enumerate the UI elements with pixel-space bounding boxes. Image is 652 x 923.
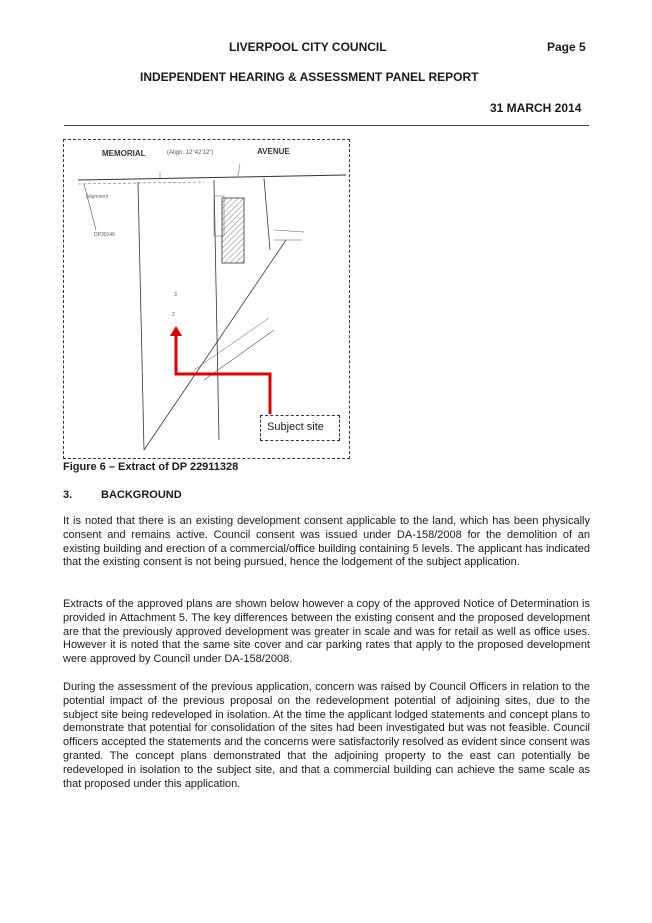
- arrow-head: [170, 326, 182, 336]
- report-date: 31 MARCH 2014: [490, 101, 582, 115]
- subject-site-label: Subject site: [260, 415, 340, 441]
- survey-plan-figure: [63, 139, 350, 459]
- header-divider: [64, 125, 589, 126]
- paragraph-previous-assessment: During the assessment of the previous application, concern was raised by Council Officers in relation to the potential impact of the previous proposal on the redevelopment potential of adjoining sites, due to the subject site being redeveloped in isolation. At the time the applicant lodged statements and concept plans to demonstrate that potential for consolidation of the sites had been investigated but was not feasible. Council officers accepted the statements and the concerns were satisfactorily resolved as evident since consent was granted. The concept plans demonstrated that the adjoining property to the east can potentially be redeveloped in isolation to the subject site, and that a commercial building can achieve the same scale as that proposed under this application.: [63, 681, 590, 790]
- tick-mark-2: [238, 164, 240, 176]
- existing-building-hatch: [222, 198, 244, 263]
- page-number: Page 5: [547, 40, 586, 54]
- paragraph-existing-consent: It is noted that there is an existing development consent applicable to the land, which has been physically consent and remains active. Council consent was issued under DA-158/2008 for the demolition of an existing building and erection of a commercial/office building containing 5 levels. The applicant has indicated that the existing consent is not being pursued, hence the lodgement of the subject application.: [63, 515, 590, 569]
- section-number: 3.: [63, 489, 73, 501]
- lot-number-2: 2: [172, 312, 175, 318]
- figure-caption: Figure 6 – Extract of DP 22911328: [63, 461, 239, 473]
- council-name: LIVERPOOL CITY COUNCIL: [229, 40, 387, 54]
- street-name-right: AVENUE: [257, 147, 290, 156]
- report-title: INDEPENDENT HEARING & ASSESSMENT PANEL REPORT: [140, 70, 479, 84]
- easement-line-2: [194, 318, 269, 370]
- frontage-offset-line: [78, 182, 204, 184]
- plan-annotation: Alignment: [86, 194, 109, 200]
- lot-boundary-mid: [214, 180, 219, 440]
- lot-boundary-west: [138, 182, 144, 450]
- lot-number: 3: [174, 292, 177, 298]
- street-frontage-line: [78, 175, 346, 180]
- street-name-left: MEMORIAL: [102, 149, 146, 158]
- paragraph-approved-plans: Extracts of the approved plans are shown below however a copy of the approved Notice of Determination is provided in Attachment 5. The key differences between the existing consent and the proposed development are that the previously approved development was greater in scale and was for retail as well as office uses. However it is noted that the same site cover and car parking rates that apply to the proposed development were approved by Council under DA-158/2008.: [63, 598, 590, 666]
- lot-boundary-east: [264, 178, 270, 250]
- section-title: BACKGROUND: [101, 489, 182, 501]
- left-boundary-line: [84, 184, 96, 230]
- subject-site-arrow: [176, 332, 270, 414]
- dimension-line: [274, 230, 304, 232]
- survey-plan-drawing: [64, 140, 351, 460]
- lot-label: DP30146: [94, 232, 115, 238]
- street-bearing: (Align. 12°42'12"): [167, 150, 214, 156]
